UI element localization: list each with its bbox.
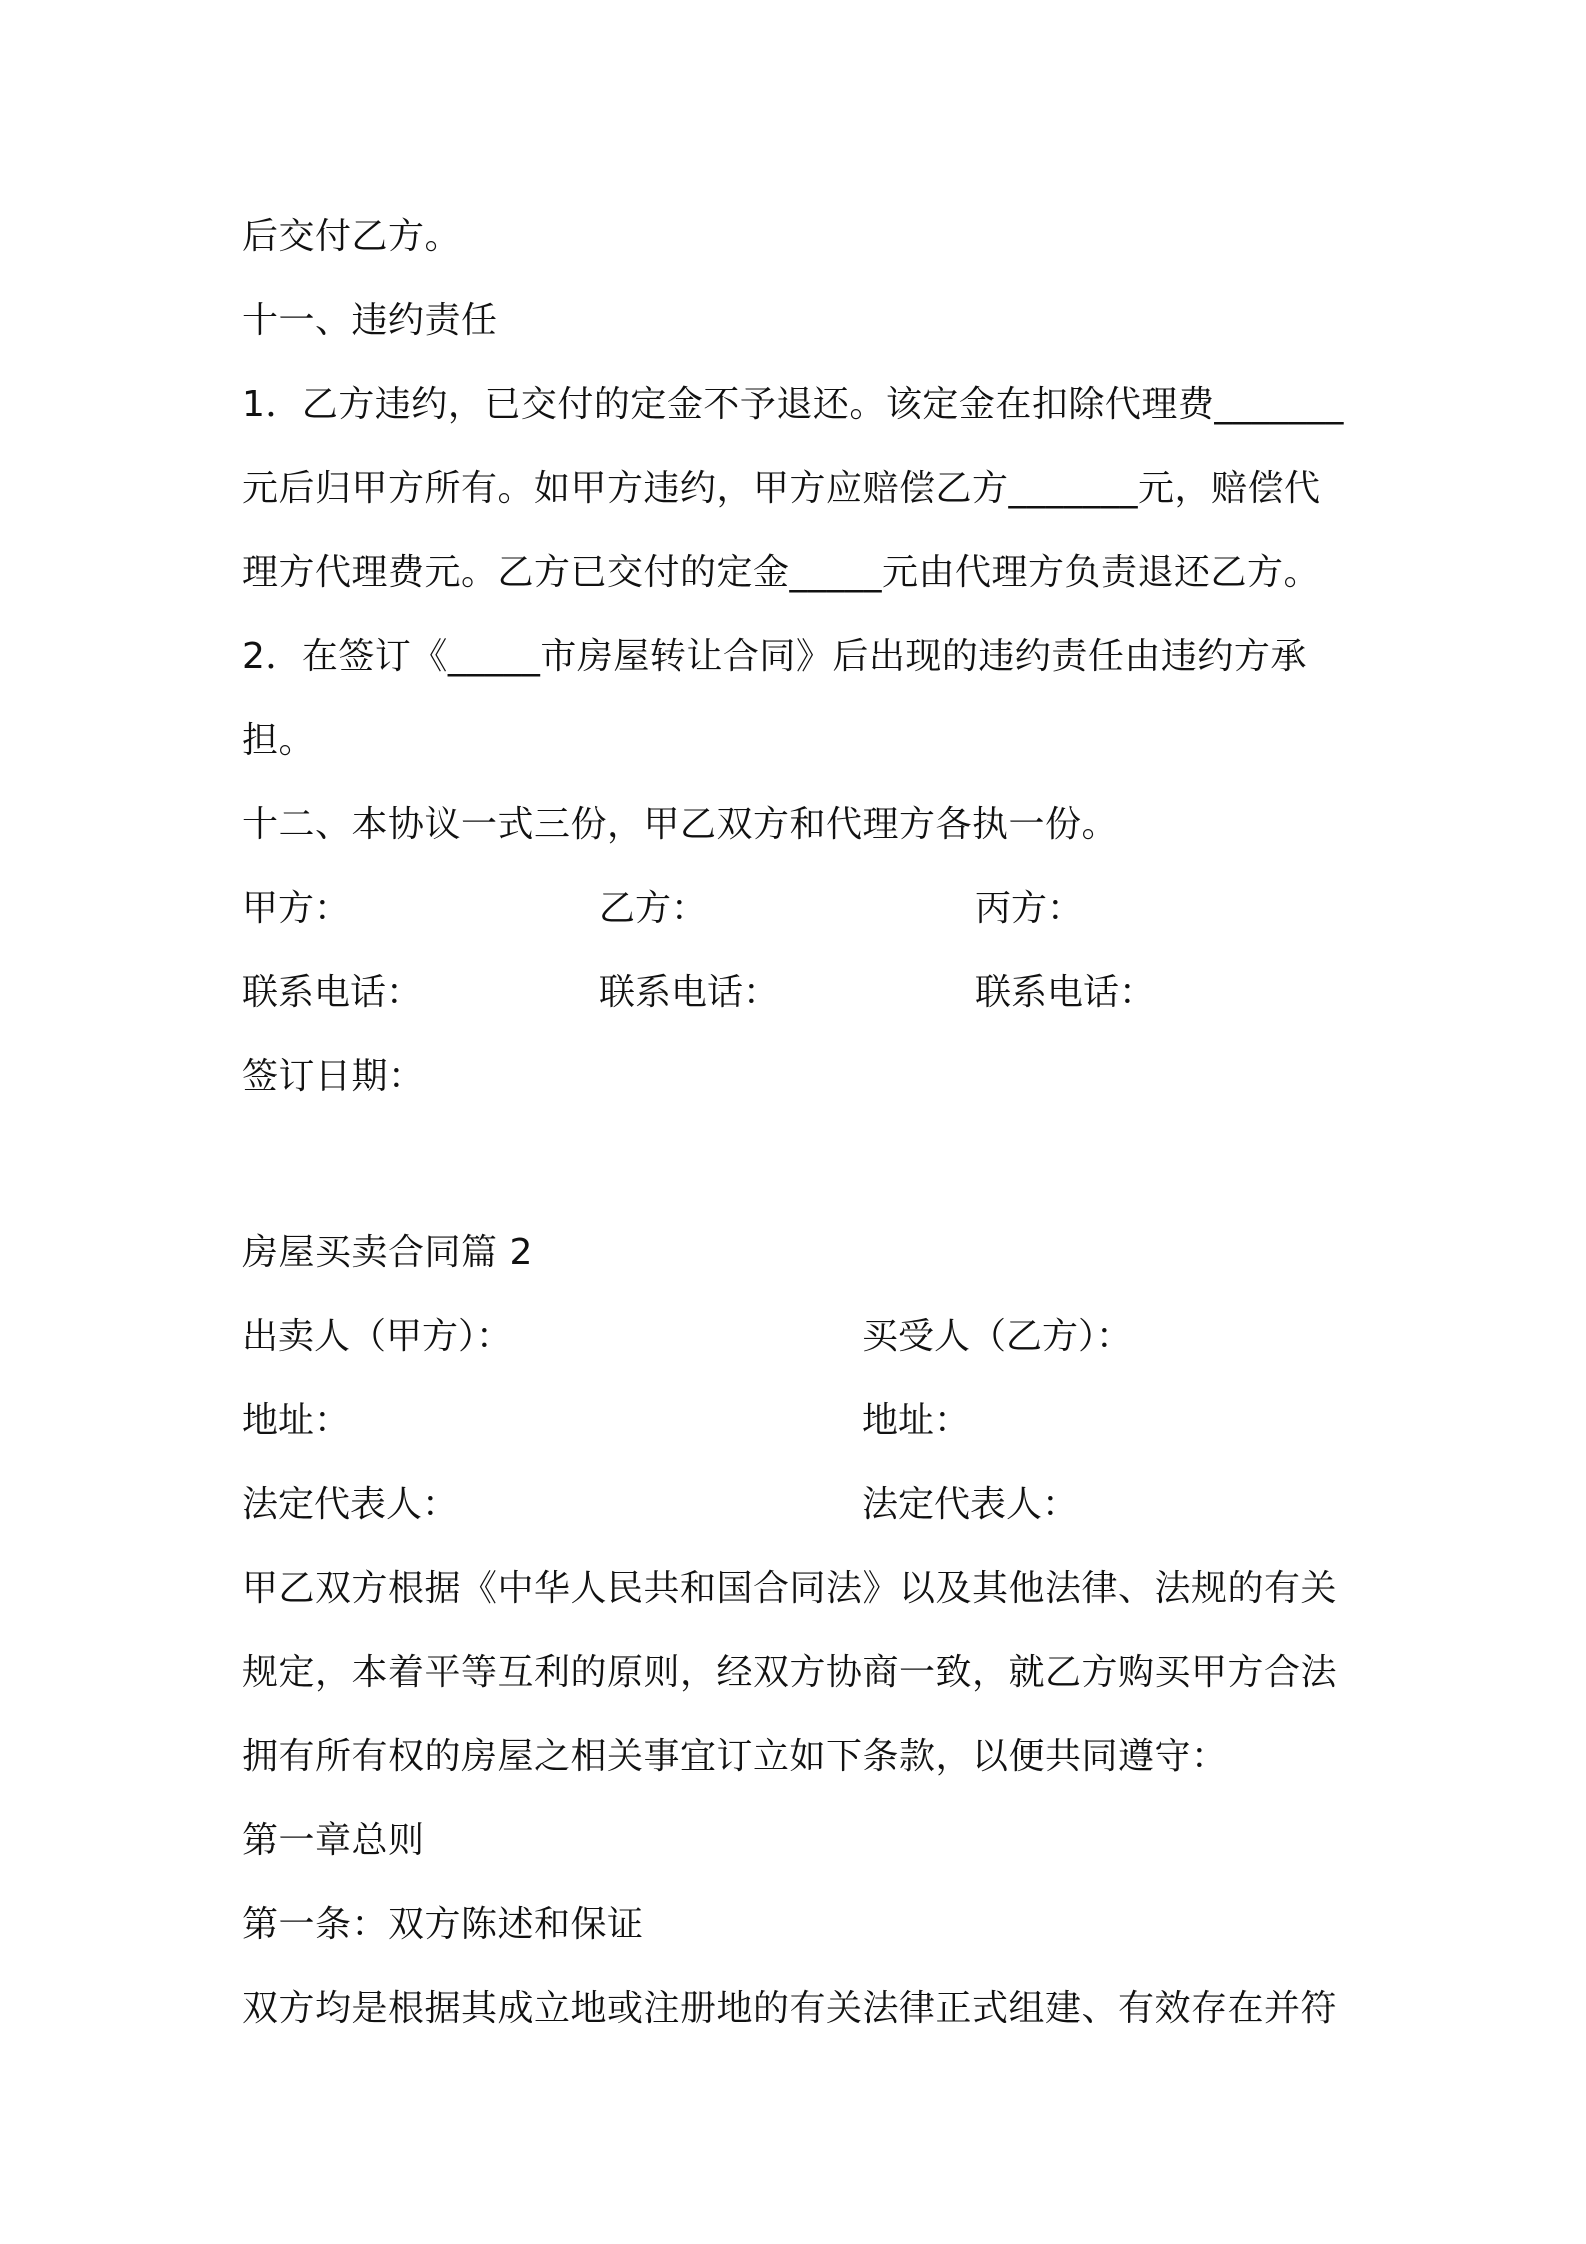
- paragraph-line: 2．在签订《_____市房屋转让合同》后出现的违约责任由违约方承: [242, 636, 1307, 677]
- party-b-label: 乙方：: [599, 888, 708, 929]
- party-row: [242, 1295, 1356, 1379]
- paragraph-line: 元后归甲方所有。如甲方违约，甲方应赔偿乙方_______元，赔偿代: [242, 468, 1321, 509]
- paragraph-line: 拥有所有权的房屋之相关事宜订立如下条款，以便共同遵守：: [242, 1736, 1228, 1777]
- chapter-heading: 第一章总则: [242, 1820, 425, 1861]
- paragraph-line: 理方代理费元。乙方已交付的定金_____元由代理方负责退还乙方。: [242, 552, 1321, 593]
- section2-title: 房屋买卖合同篇 2: [242, 1232, 533, 1273]
- party-a-phone-label: 联系电话：: [242, 972, 423, 1013]
- party-c-label: 丙方：: [975, 888, 1084, 929]
- signature-row-phones: [242, 951, 1356, 1035]
- sign-date-label: 签订日期：: [242, 1056, 425, 1097]
- buyer-label: 买受人（乙方）：: [862, 1316, 1133, 1357]
- party-row: [242, 1463, 1356, 1547]
- article-heading: 第一条：双方陈述和保证: [242, 1904, 644, 1945]
- document-body: [242, 195, 1356, 2051]
- buyer-address-label: 地址：: [862, 1400, 971, 1441]
- party-b-phone-label: 联系电话：: [599, 972, 780, 1013]
- section-heading-breach: 十一、违约责任: [242, 300, 498, 341]
- paragraph-line: 甲乙双方根据《中华人民共和国合同法》以及其他法律、法规的有关: [242, 1568, 1338, 1609]
- paragraph-line: 规定，本着平等互利的原则，经双方协商一致，就乙方购买甲方合法: [242, 1652, 1338, 1693]
- signature-row-parties: [242, 867, 1356, 951]
- section-spacer: [242, 1119, 1356, 1211]
- section-heading-copies: 十二、本协议一式三份，甲乙双方和代理方各执一份。: [242, 804, 1119, 845]
- party-row: [242, 1379, 1356, 1463]
- paragraph-line: 担。: [242, 720, 316, 761]
- seller-label: 出卖人（甲方）：: [242, 1316, 513, 1357]
- seller-legal-rep-label: 法定代表人：: [242, 1484, 459, 1525]
- seller-address-label: 地址：: [242, 1400, 351, 1441]
- paragraph-line: 后交付乙方。: [242, 216, 462, 257]
- paragraph-line: 1．乙方违约，已交付的定金不予退还。该定金在扣除代理费_______: [242, 384, 1344, 425]
- party-a-label: 甲方：: [242, 888, 351, 929]
- paragraph-line: 双方均是根据其成立地或注册地的有关法律正式组建、有效存在并符: [242, 1988, 1338, 2029]
- buyer-legal-rep-label: 法定代表人：: [862, 1484, 1079, 1525]
- party-c-phone-label: 联系电话：: [975, 972, 1156, 1013]
